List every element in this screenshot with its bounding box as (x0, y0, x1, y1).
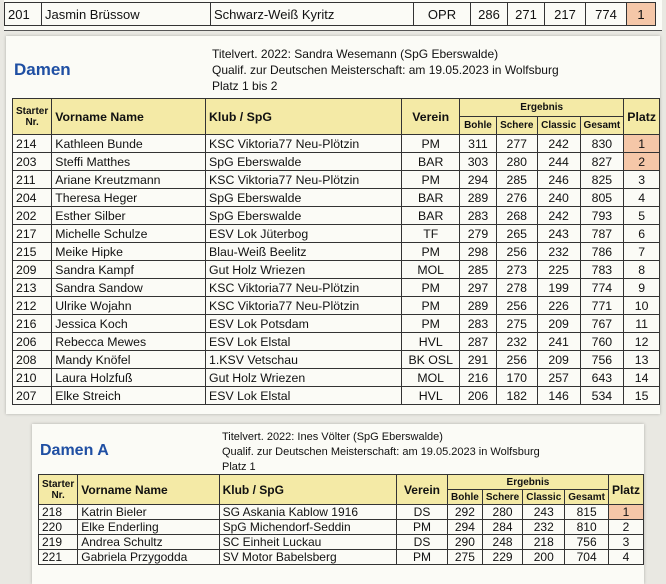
classic-score: 257 (537, 369, 580, 387)
schere-score: 280 (482, 505, 522, 520)
header-club: Klub / SpG (219, 475, 396, 505)
place: 2 (608, 520, 643, 535)
classic-score: 241 (537, 333, 580, 351)
classic-score: 218 (523, 535, 565, 550)
bohle-score: 287 (460, 333, 497, 351)
table-row (13, 135, 660, 153)
classic-score: 242 (537, 135, 580, 153)
club-name: ESV Lok Elstal (206, 333, 402, 351)
header-name: Vorname Name (52, 99, 206, 135)
club-name: 1.KSV Vetschau (206, 351, 402, 369)
place: 1 (627, 3, 656, 26)
total-score: 793 (580, 207, 624, 225)
place: 7 (624, 243, 660, 261)
schere-score: 278 (496, 279, 537, 297)
club-name: KSC Viktoria77 Neu-Plötzin (206, 279, 402, 297)
bohle-score: 298 (460, 243, 497, 261)
table-row (13, 243, 660, 261)
section-title: Damen A (40, 442, 109, 459)
place: 4 (624, 189, 660, 207)
starter-number: 219 (39, 535, 78, 550)
schere-score: 276 (496, 189, 537, 207)
total-score: 827 (580, 153, 624, 171)
player-name: Sandra Sandow (52, 279, 206, 297)
table-row (5, 3, 656, 26)
schere-score: 170 (496, 369, 537, 387)
classic-score: 226 (537, 297, 580, 315)
total-score: 643 (580, 369, 624, 387)
place: 1 (608, 505, 643, 520)
place: 2 (624, 153, 660, 171)
header-classic: Classic (523, 490, 565, 505)
place: 15 (624, 387, 660, 405)
starter-number: 201 (5, 3, 42, 26)
classic-score: 209 (537, 351, 580, 369)
verein: PM (402, 171, 460, 189)
total-score: 704 (565, 550, 609, 565)
table-row (13, 279, 660, 297)
bohle-score: 286 (471, 3, 508, 26)
schere-score: 273 (496, 261, 537, 279)
schere-score: 268 (496, 207, 537, 225)
starter-number: 202 (13, 207, 52, 225)
total-score: 810 (565, 520, 609, 535)
bohle-score: 275 (447, 550, 482, 565)
total-score: 767 (580, 315, 624, 333)
total-score: 787 (580, 225, 624, 243)
total-score: 771 (580, 297, 624, 315)
verein: TF (402, 225, 460, 243)
club-name: Gut Holz Wriezen (206, 369, 402, 387)
previous-table-last-row (4, 0, 662, 31)
player-name: Michelle Schulze (52, 225, 206, 243)
table-row (39, 550, 644, 565)
total-score: 830 (580, 135, 624, 153)
results-table (12, 98, 660, 405)
classic-score: 225 (537, 261, 580, 279)
bohle-score: 289 (460, 189, 497, 207)
starter-number: 210 (13, 369, 52, 387)
verein: BAR (402, 189, 460, 207)
schere-score: 285 (496, 171, 537, 189)
total-score: 756 (580, 351, 624, 369)
table-row (39, 505, 644, 520)
place: 1 (624, 135, 660, 153)
player-name: Theresa Heger (52, 189, 206, 207)
club-name: SpG Eberswalde (206, 207, 402, 225)
header-bohle: Bohle (447, 490, 482, 505)
club-name: SG Askania Kablow 1916 (219, 505, 396, 520)
damen-sheet (6, 36, 660, 414)
header-schere: Schere (496, 117, 537, 135)
verein: PM (402, 315, 460, 333)
schere-score: 280 (496, 153, 537, 171)
header-gesamt: Gesamt (580, 117, 624, 135)
verein: HVL (402, 387, 460, 405)
place: 5 (624, 207, 660, 225)
verein: HVL (402, 333, 460, 351)
club-name: SC Einheit Luckau (219, 535, 396, 550)
classic-score: 240 (537, 189, 580, 207)
classic-score: 244 (537, 153, 580, 171)
starter-number: 212 (13, 297, 52, 315)
header-platz: Platz (608, 475, 643, 505)
qualification: Qualif. zur Deutschen Meisterschaft: am 19.05.2023 in Wolfsburg (222, 446, 540, 458)
club-name: ESV Lok Jüterbog (206, 225, 402, 243)
place: 13 (624, 351, 660, 369)
schere-score: 182 (496, 387, 537, 405)
section-title: Damen (14, 60, 71, 79)
verein: PM (397, 520, 448, 535)
section-info (222, 430, 540, 475)
club-name: Gut Holz Wriezen (206, 261, 402, 279)
place: 8 (624, 261, 660, 279)
verein: OPR (414, 3, 471, 26)
starter-number: 221 (39, 550, 78, 565)
player-name: Rebecca Mewes (52, 333, 206, 351)
bohle-score: 294 (460, 171, 497, 189)
verein: BK OSL (402, 351, 460, 369)
bohle-score: 216 (460, 369, 497, 387)
verein: BAR (402, 207, 460, 225)
bohle-score: 285 (460, 261, 497, 279)
player-name: Steffi Matthes (52, 153, 206, 171)
classic-score: 146 (537, 387, 580, 405)
verein: DS (397, 505, 448, 520)
place: 14 (624, 369, 660, 387)
player-name: Kathleen Bunde (52, 135, 206, 153)
schere-score: 271 (508, 3, 545, 26)
club-name: KSC Viktoria77 Neu-Plötzin (206, 297, 402, 315)
table-row (13, 225, 660, 243)
starter-number: 211 (13, 171, 52, 189)
bohle-score: 283 (460, 315, 497, 333)
classic-score: 200 (523, 550, 565, 565)
classic-score: 217 (545, 3, 586, 26)
total-score: 815 (565, 505, 609, 520)
table-row (39, 520, 644, 535)
starter-number: 204 (13, 189, 52, 207)
player-name: Jessica Koch (52, 315, 206, 333)
header-gesamt: Gesamt (565, 490, 609, 505)
verein: PM (402, 279, 460, 297)
starter-number: 214 (13, 135, 52, 153)
place: 9 (624, 279, 660, 297)
verein: PM (402, 135, 460, 153)
bohle-score: 311 (460, 135, 497, 153)
verein: PM (397, 550, 448, 565)
schere-score: 256 (496, 297, 537, 315)
club-name: ESV Lok Elstal (206, 387, 402, 405)
bohle-score: 283 (460, 207, 497, 225)
total-score: 786 (580, 243, 624, 261)
table-row (13, 369, 660, 387)
player-name: Sandra Kampf (52, 261, 206, 279)
player-name: Andrea Schultz (78, 535, 219, 550)
schere-score: 256 (496, 243, 537, 261)
player-name: Katrin Bieler (78, 505, 219, 520)
player-name: Ulrike Wojahn (52, 297, 206, 315)
bohle-score: 290 (447, 535, 482, 550)
total-score: 534 (580, 387, 624, 405)
club-name: Blau-Weiß Beelitz (206, 243, 402, 261)
place: 11 (624, 315, 660, 333)
player-name: Jasmin Brüssow (42, 3, 211, 26)
verein: MOL (402, 369, 460, 387)
header-ergebnis: Ergebnis (460, 99, 624, 117)
header-ergebnis: Ergebnis (447, 475, 608, 490)
damen-rows (13, 135, 660, 405)
schere-score: 256 (496, 351, 537, 369)
bohle-score: 292 (447, 505, 482, 520)
classic-score: 199 (537, 279, 580, 297)
starter-number: 207 (13, 387, 52, 405)
schere-score: 284 (482, 520, 522, 535)
player-name: Mandy Knöfel (52, 351, 206, 369)
club-name: KSC Viktoria77 Neu-Plötzin (206, 135, 402, 153)
table-row (13, 207, 660, 225)
schere-score: 265 (496, 225, 537, 243)
qualifying-places: Platz 1 (222, 461, 256, 473)
bohle-score: 303 (460, 153, 497, 171)
club-name: KSC Viktoria77 Neu-Plötzin (206, 171, 402, 189)
table-row (13, 333, 660, 351)
schere-score: 277 (496, 135, 537, 153)
table-row (13, 261, 660, 279)
starter-number: 216 (13, 315, 52, 333)
total-score: 783 (580, 261, 624, 279)
verein: PM (402, 297, 460, 315)
damen-a-sheet (32, 424, 644, 584)
place: 3 (608, 535, 643, 550)
place: 3 (624, 171, 660, 189)
section-info (212, 46, 559, 94)
total-score: 825 (580, 171, 624, 189)
club-name: Schwarz-Weiß Kyritz (211, 3, 414, 26)
qualification: Qualif. zur Deutschen Meisterschaft: am 19.05.2023 in Wolfsburg (212, 63, 559, 77)
bohle-score: 291 (460, 351, 497, 369)
club-name: ESV Lok Potsdam (206, 315, 402, 333)
bohle-score: 279 (460, 225, 497, 243)
starter-number: 209 (13, 261, 52, 279)
club-name: SpG Eberswalde (206, 153, 402, 171)
player-name: Gabriela Przygodda (78, 550, 219, 565)
header-club: Klub / SpG (206, 99, 402, 135)
verein: DS (397, 535, 448, 550)
starter-number: 215 (13, 243, 52, 261)
verein: MOL (402, 261, 460, 279)
total-score: 774 (580, 279, 624, 297)
schere-score: 275 (496, 315, 537, 333)
header-bohle: Bohle (460, 117, 497, 135)
header-starter: Starter Nr. (13, 99, 52, 135)
player-name: Meike Hipke (52, 243, 206, 261)
starter-number: 206 (13, 333, 52, 351)
table-row (13, 171, 660, 189)
place: 4 (608, 550, 643, 565)
title-holder: Titelvert. 2022: Sandra Wesemann (SpG Eberswalde) (212, 47, 499, 61)
header-name: Vorname Name (78, 475, 219, 505)
table-row (13, 315, 660, 333)
classic-score: 232 (523, 520, 565, 535)
header-verein: Verein (397, 475, 448, 505)
starter-number: 217 (13, 225, 52, 243)
damen-a-rows (39, 505, 644, 565)
qualifying-places: Platz 1 bis 2 (212, 79, 278, 93)
starter-number: 203 (13, 153, 52, 171)
table-row (13, 351, 660, 369)
table-row (39, 535, 644, 550)
place: 6 (624, 225, 660, 243)
bohle-score: 294 (447, 520, 482, 535)
classic-score: 232 (537, 243, 580, 261)
header-classic: Classic (537, 117, 580, 135)
table-row (13, 189, 660, 207)
starter-number: 220 (39, 520, 78, 535)
player-name: Elke Enderling (78, 520, 219, 535)
club-name: SV Motor Babelsberg (219, 550, 396, 565)
header-platz: Platz (624, 99, 660, 135)
bohle-score: 289 (460, 297, 497, 315)
player-name: Esther Silber (52, 207, 206, 225)
title-holder: Titelvert. 2022: Ines Völter (SpG Eberswalde) (222, 431, 443, 443)
starter-number: 213 (13, 279, 52, 297)
starter-number: 208 (13, 351, 52, 369)
header-starter: Starter Nr. (39, 475, 78, 505)
table-row (13, 387, 660, 405)
table-row (13, 297, 660, 315)
club-name: SpG Eberswalde (206, 189, 402, 207)
total-score: 805 (580, 189, 624, 207)
classic-score: 243 (537, 225, 580, 243)
player-name: Ariane Kreutzmann (52, 171, 206, 189)
total-score: 774 (586, 3, 627, 26)
bohle-score: 206 (460, 387, 497, 405)
total-score: 756 (565, 535, 609, 550)
verein: BAR (402, 153, 460, 171)
total-score: 760 (580, 333, 624, 351)
player-name: Elke Streich (52, 387, 206, 405)
place: 10 (624, 297, 660, 315)
schere-score: 229 (482, 550, 522, 565)
schere-score: 232 (496, 333, 537, 351)
schere-score: 248 (482, 535, 522, 550)
bohle-score: 297 (460, 279, 497, 297)
verein: PM (402, 243, 460, 261)
club-name: SpG Michendorf-Seddin (219, 520, 396, 535)
table-row (13, 153, 660, 171)
classic-score: 246 (537, 171, 580, 189)
header-schere: Schere (482, 490, 522, 505)
results-table (38, 474, 644, 565)
header-verein: Verein (402, 99, 460, 135)
classic-score: 242 (537, 207, 580, 225)
classic-score: 243 (523, 505, 565, 520)
place: 12 (624, 333, 660, 351)
classic-score: 209 (537, 315, 580, 333)
player-name: Laura Holzfuß (52, 369, 206, 387)
starter-number: 218 (39, 505, 78, 520)
